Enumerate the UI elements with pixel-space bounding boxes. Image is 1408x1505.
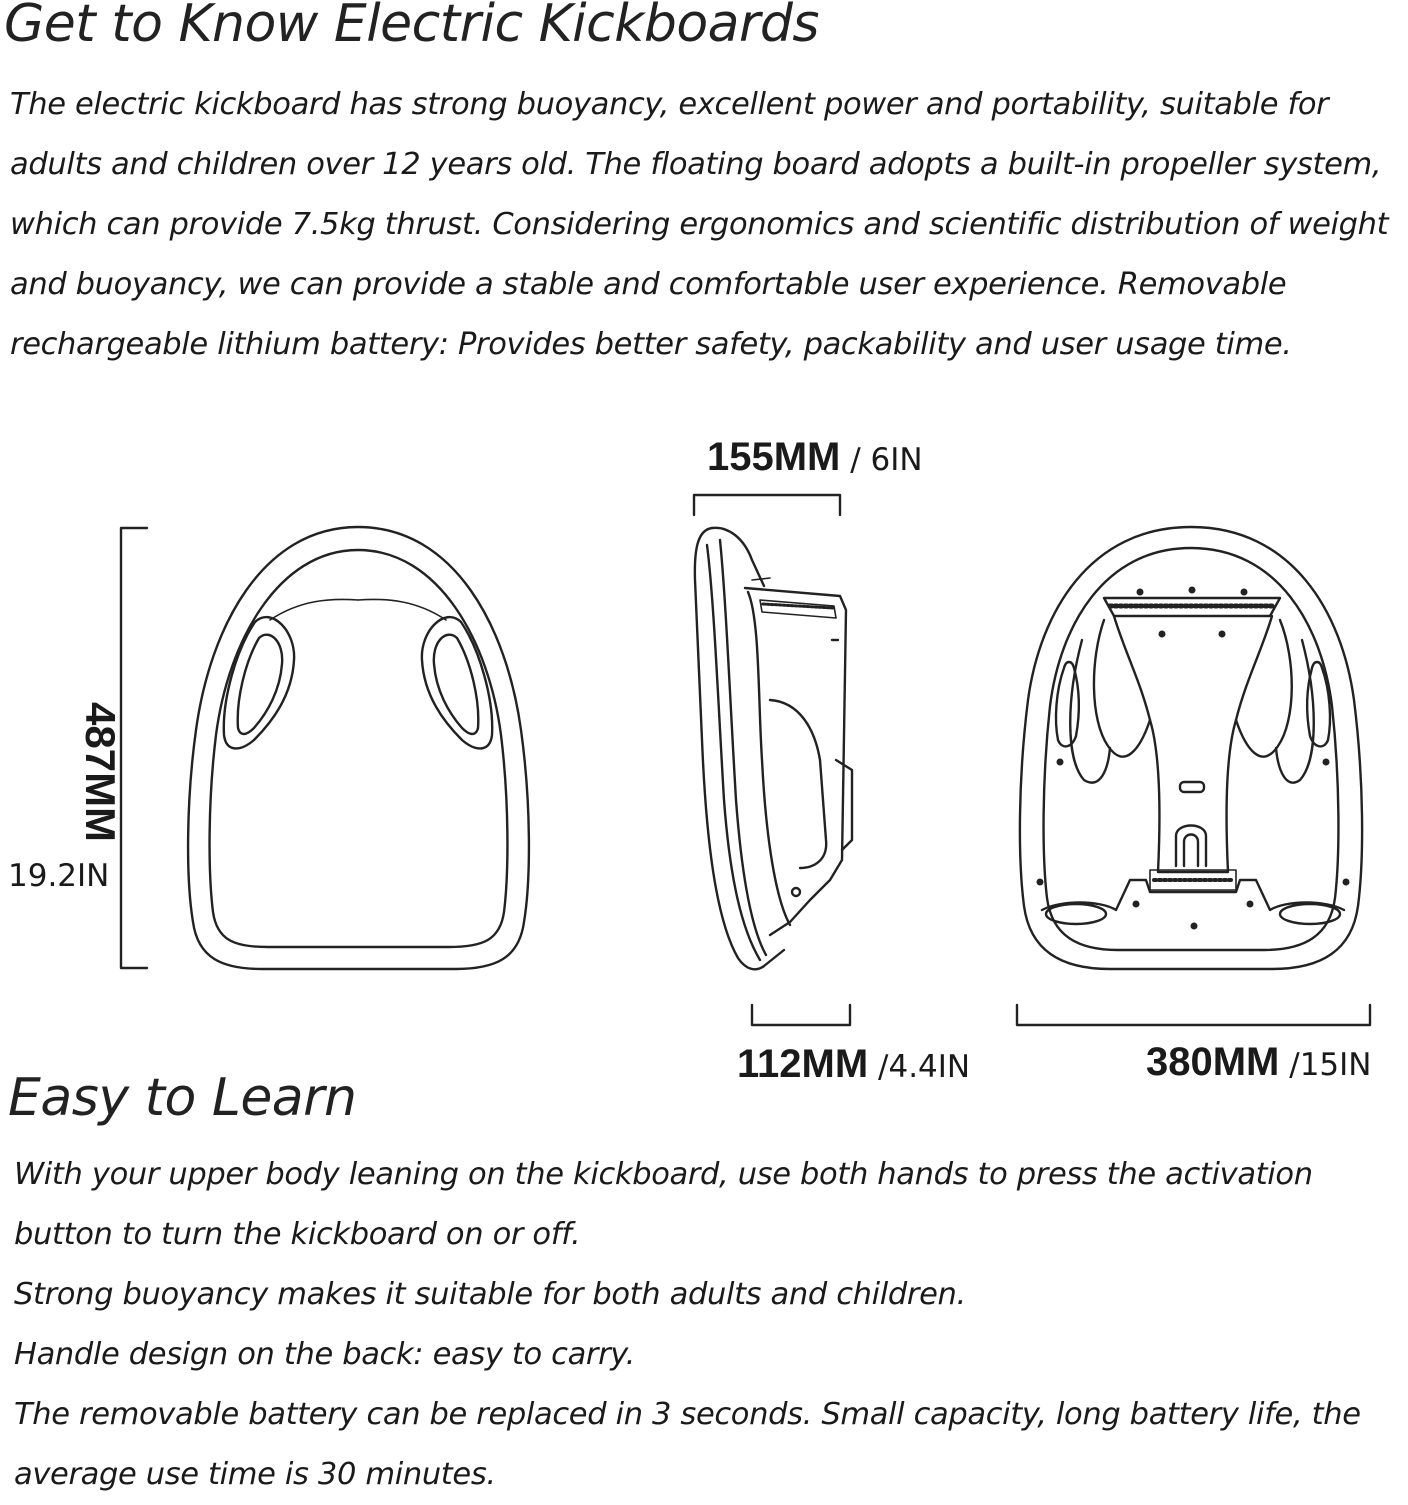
bottom-depth-in: /4.4IN <box>868 1049 971 1085</box>
learn-line: The removable battery can be replaced in 3 seconds. Small capacity, long battery life, the <box>14 1397 1361 1432</box>
top-depth-mm: 155MM <box>707 435 841 479</box>
kickboard-front-view <box>188 527 529 969</box>
height-in-label: 19.2IN <box>8 858 110 894</box>
bottom-depth-mm: 112MM <box>737 1042 869 1086</box>
learn-line: button to turn the kickboard on or off. <box>14 1217 581 1252</box>
intro-line: which can provide 7.5kg thrust. Considering ergonomics and scientific distribution of weight <box>10 207 1389 242</box>
section-title-learn: Easy to Learn <box>8 1068 357 1128</box>
width-in: /15IN <box>1279 1047 1372 1083</box>
kickboard-side-view <box>694 495 852 1025</box>
intro-line: rechargeable lithium battery: Provides better safety, packability and user usage time. <box>10 327 1292 362</box>
intro-line: The electric kickboard has strong buoyancy, excellent power and portability, suitable for <box>10 87 1329 122</box>
intro-line: adults and children over 12 years old. The floating board adopts a built-in propeller system, <box>10 147 1382 182</box>
top-depth-label <box>707 435 923 480</box>
back-view-screws <box>1037 587 1350 930</box>
bottom-depth-label <box>737 1042 970 1087</box>
learn-paragraph <box>14 1145 1404 1505</box>
learn-line: With your upper body leaning on the kickboard, use both hands to press the activation <box>14 1157 1313 1192</box>
learn-line: Strong buoyancy makes it suitable for both adults and children. <box>14 1277 966 1312</box>
learn-line: average use time is 30 minutes. <box>14 1457 496 1492</box>
width-label <box>1146 1040 1371 1085</box>
width-mm: 380MM <box>1146 1040 1280 1084</box>
height-mm-label: 487MM <box>77 702 124 843</box>
kickboard-back-view <box>1017 527 1370 1025</box>
section-title-intro: Get to Know Electric Kickboards <box>4 0 820 54</box>
height-bracket <box>121 528 147 968</box>
intro-line: and buoyancy, we can provide a stable and comfortable user experience. Removable <box>10 267 1287 302</box>
top-depth-in: / 6IN <box>840 442 923 478</box>
learn-line: Handle design on the back: easy to carry. <box>14 1337 635 1372</box>
